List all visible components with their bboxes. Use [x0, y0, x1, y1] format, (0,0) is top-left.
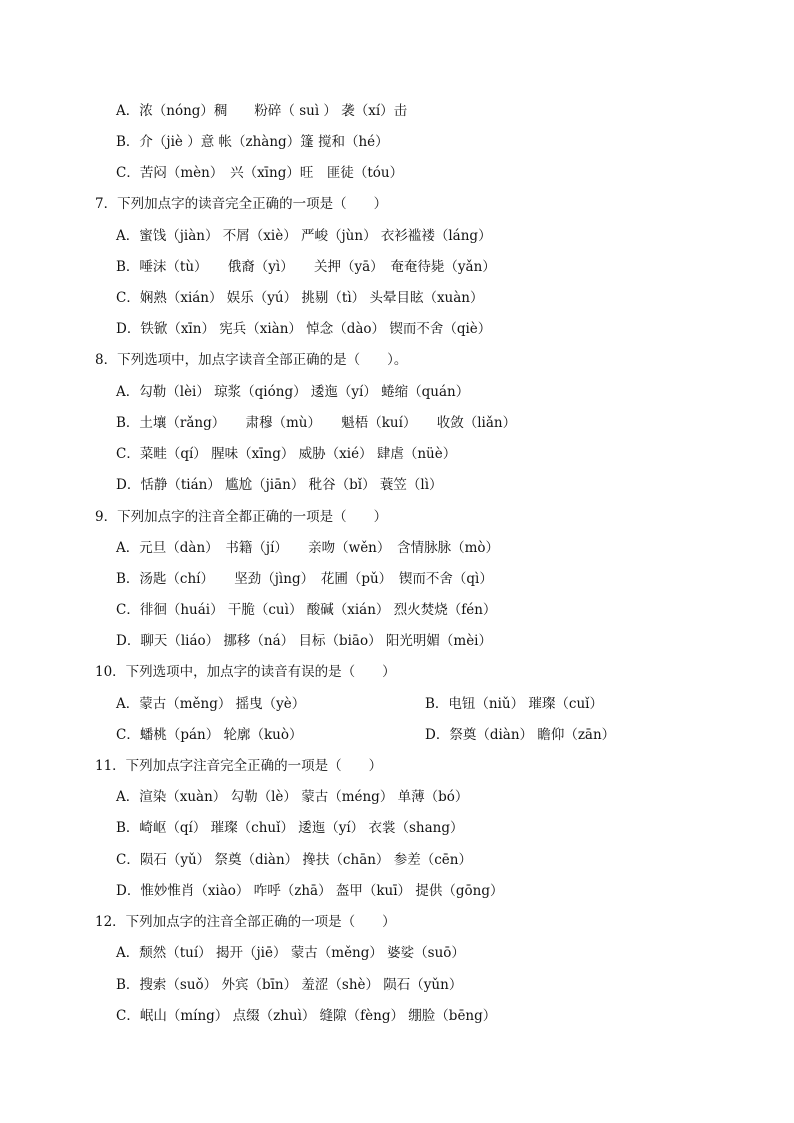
q10-option-d: D．祭奠（diàn） 瞻仰（zān）	[425, 727, 616, 743]
q10-option-a: A．蒙古（měng） 摇曳（yè）	[116, 696, 306, 712]
q7-option-a: A．蜜饯（jiàn） 不屑（xiè） 严峻（jùn） 衣衫褴褛（láng）	[116, 228, 492, 244]
question-7-stem: 7．下列加点字的读音完全正确的一项是（ ）	[95, 196, 388, 212]
q12-option-c: C．岷山（míng） 点缀（zhuì） 缝隙（fèng） 绷脸（bēng）	[116, 1008, 497, 1024]
q9-option-c: C．徘徊（huái） 干脆（cuì） 酸碱（xián） 烈火焚烧（fén）	[116, 602, 497, 618]
question-10-stem: 10．下列选项中，加点字的读音有误的是（ ）	[95, 664, 396, 680]
q9-option-a: A．元旦（dàn） 书籍（jí） 亲吻（wěn） 含情脉脉（mò）	[116, 540, 500, 556]
q11-option-b: B．崎岖（qí） 璀璨（chuǐ） 逶迤（yí） 衣裳（shang）	[116, 820, 464, 836]
q9-option-b: B．汤匙（chí） 坚劲（jìng） 花圃（pǔ） 锲而不舍（qì）	[116, 571, 493, 587]
q7-option-b: B．唾沫（tù） 俄裔（yì） 关押（yā） 奄奄待毙（yǎn）	[116, 259, 496, 275]
q11-option-c: C．陨石（yǔ） 祭奠（diàn） 搀扶（chān） 参差（cēn）	[116, 852, 472, 868]
q8-option-d: D．恬静（tián） 尴尬（jiān） 秕谷（bǐ） 蓑笠（lì）	[116, 477, 443, 493]
q8-option-c: C．菜畦（qí） 腥味（xīng） 威胁（xié） 肆虐（nüè）	[116, 446, 457, 462]
q12-option-a: A．颓然（tuí） 揭开（jiē） 蒙古（měng） 婆娑（suō）	[116, 945, 465, 961]
q11-option-d: D．惟妙惟肖（xiào） 咋呼（zhā） 盔甲（kuī） 提供（gōng）	[116, 883, 504, 899]
question-12-stem: 12．下列加点字的注音全部正确的一项是（ ）	[95, 914, 396, 930]
q8-option-a: A．勾勒（lèi） 琼浆（qióng） 逶迤（yí） 蜷缩（quán）	[116, 384, 470, 400]
q7-option-c: C．娴熟（xián） 娱乐（yú） 挑剔（tì） 头晕目眩（xuàn）	[116, 290, 484, 306]
q10-option-b: B．电钮（niǔ） 璀璨（cuǐ）	[425, 696, 603, 712]
question-9-stem: 9．下列加点字的注音全都正确的一项是（ ）	[95, 509, 388, 525]
q6-option-c: C．苦闷（mèn） 兴（xīng）旺 匪徒（tóu）	[116, 165, 404, 181]
question-11-stem: 11．下列加点字注音完全正确的一项是（ ）	[95, 758, 383, 774]
q12-option-b: B．搜索（suǒ） 外宾（bīn） 羞涩（shè） 陨石（yǔn）	[116, 977, 463, 993]
q7-option-d: D．铁锨（xīn） 宪兵（xiàn） 悼念（dào） 锲而不舍（qiè）	[116, 321, 492, 337]
q11-option-a: A．渲染（xuàn） 勾勒（lè） 蒙古（méng） 单薄（bó）	[116, 789, 469, 805]
q8-option-b: B．土壤（rǎng） 肃穆（mù） 魁梧（kuí） 收敛（liǎn）	[116, 415, 517, 431]
q6-option-a: A．浓（nóng）稠 粉碎（ suì ） 袭（xí）击	[116, 103, 408, 119]
q6-option-b: B．介（jiè ）意 帐（zhàng）篷 搅和（hé）	[116, 134, 389, 150]
q10-option-c: C．蟠桃（pán） 轮廓（kuò）	[116, 727, 303, 743]
q9-option-d: D．聊天（liáo） 挪移（ná） 目标（biāo） 阳光明媚（mèi）	[116, 633, 492, 649]
question-8-stem: 8．下列选项中，加点字读音全部正确的是（ ）。	[95, 352, 408, 368]
